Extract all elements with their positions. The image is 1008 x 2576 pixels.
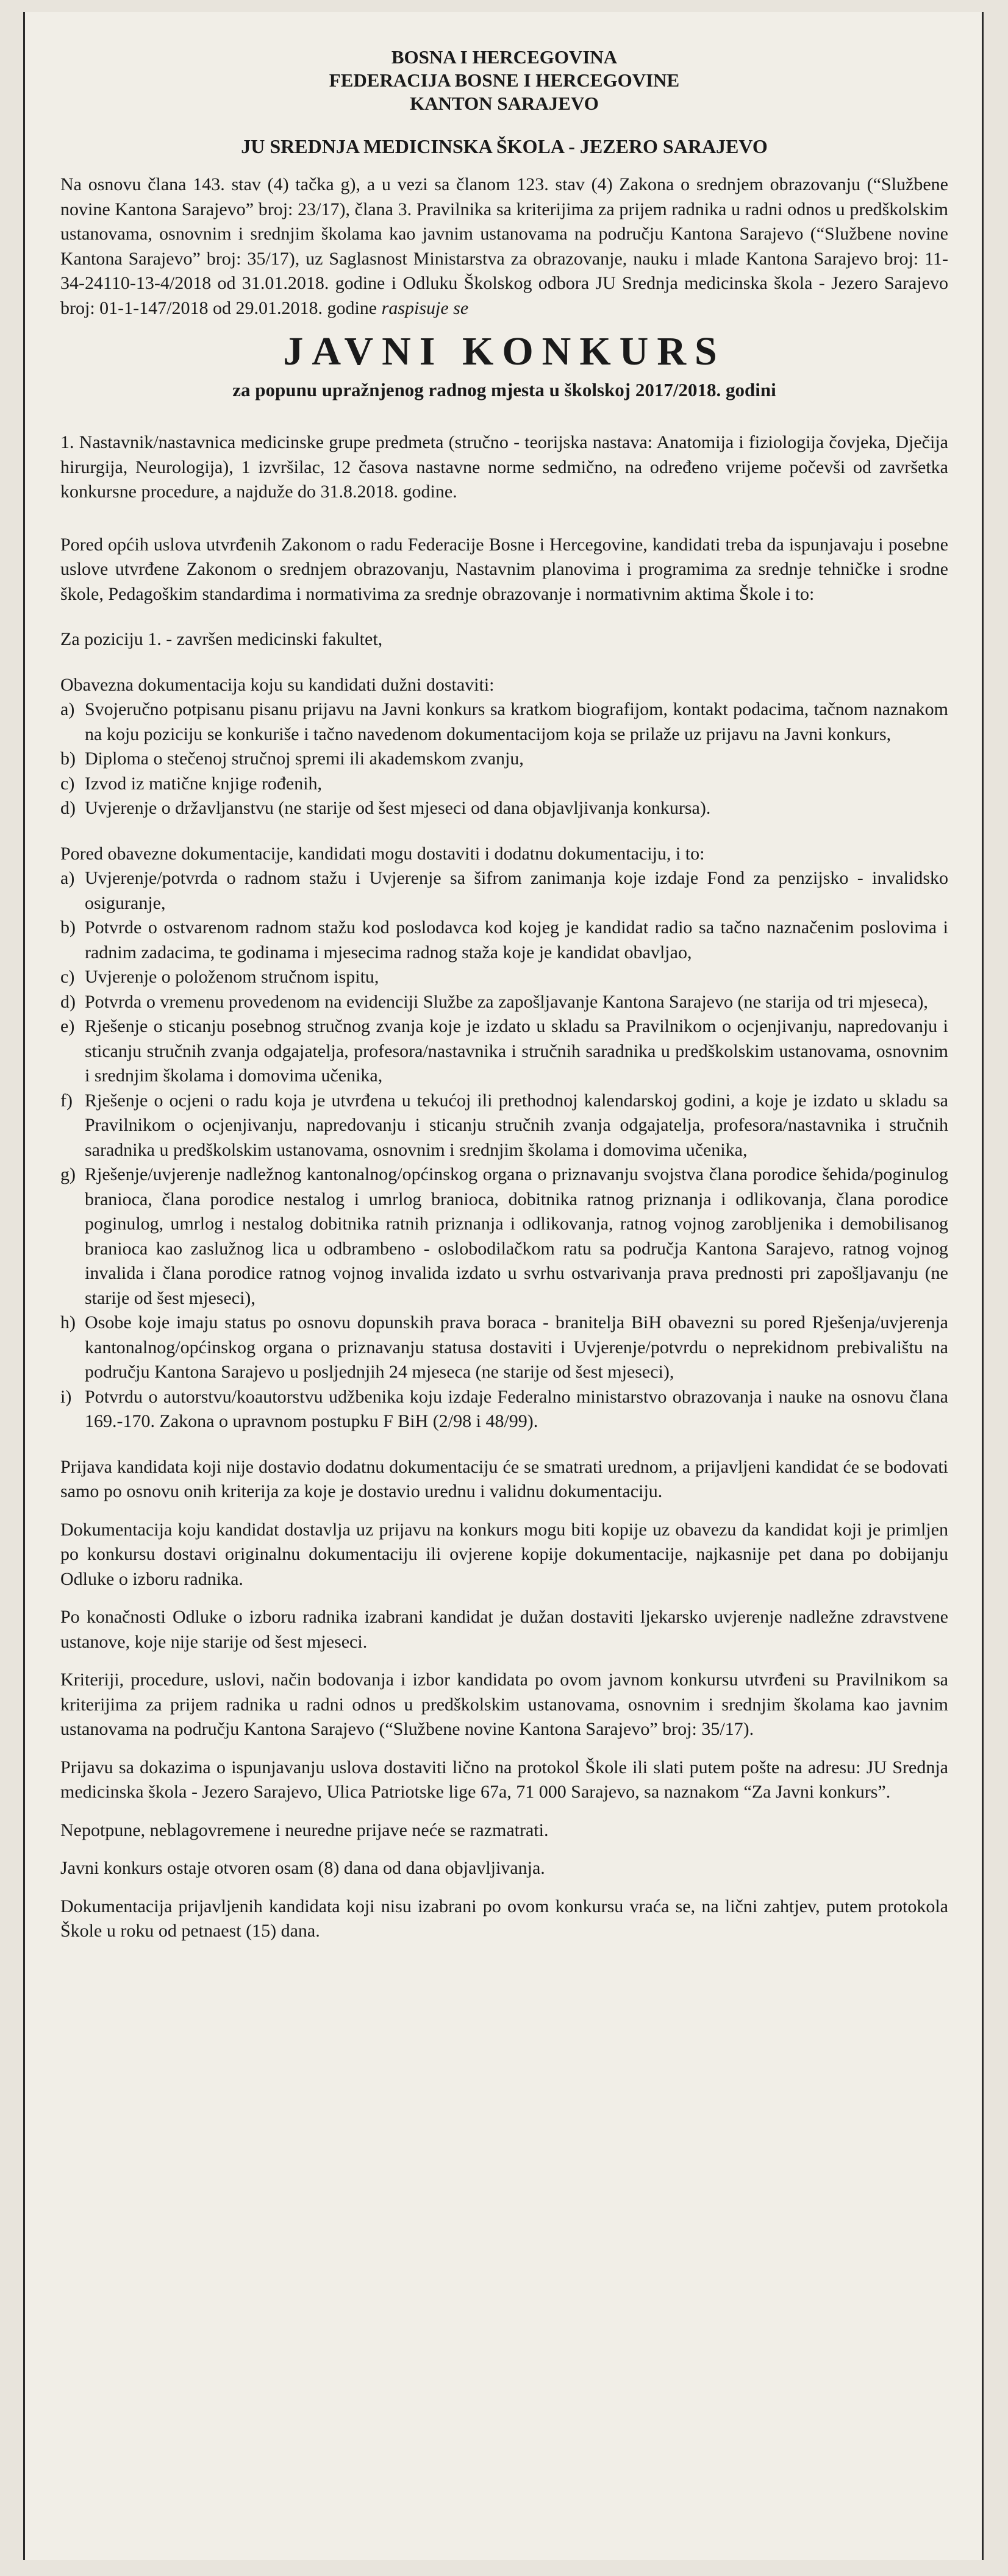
- list-item-text: Diploma o stečenoj stručnoj spremi ili akademskom zvanju,: [85, 749, 524, 769]
- list-item: [60, 697, 948, 747]
- paragraph-criteria: Kriteriji, procedure, uslovi, način bodovanja i izbor kandidata po ovom javnom konkursu utvrđeni su Pravilnikom sa kriterijima za prijem radnika u radni odnos u predškolskim ustanovama, osnovnim i srednjim školama kao javnim ustanovama na području Kantona Sarajevo (“Službene novine Kantona Sarajevo” broj: 35/17).: [60, 1670, 948, 1739]
- intro-text: Na osnovu člana 143. stav (4) tačka g), a u vezi sa članom 123. stav (4) Zakona o srednjem obrazovanju (“Službene novine Kantona Sarajevo” broj: 23/17), člana 3. Pravilnika sa kriterijima za prijem radnika u radni odnos u predškolskim ustanovama, osnovnim i srednjim školama kao javnim ustanovama na području Kantona Sarajevo (“Službene novine Kantona Sarajevo” broj: 35/17), uz Saglasnost Ministarstva za obrazovanje, nauku i mlade Kantona Sarajevo broj: 11-34-24110-13-4/2018 od 31.01.2018. godine i Odluku Školskog odbora JU Srednja medicinska škola - Jezero Sarajevo broj: 01-1-147/2018 od 29.01.2018. godine: [60, 174, 948, 318]
- list-item: [60, 772, 948, 797]
- list-item: [60, 866, 948, 916]
- list-item: [60, 1385, 948, 1434]
- list-item: [60, 747, 948, 772]
- list-item-text: Rješenje o sticanju posebnog stručnog zvanja koje je izdato u skladu sa Pravilnikom o ocjenjivanju, napredovanju i sticanju stručnih zvanja odgajatelja, profesora/nastavnika i stručnih saradnika u predškolskim ustanovama, osnovnim i srednjim školama i domovima učenika,: [85, 1016, 948, 1086]
- document-title: JAVNI KONKURS: [283, 329, 726, 374]
- list-item-marker: a): [60, 699, 75, 719]
- list-item-marker: b): [60, 749, 76, 769]
- intro-italic: raspisuje se: [381, 297, 469, 318]
- paragraph-incomplete: Nepotpune, neblagovremene i neuredne prijave neće se razmatrati.: [60, 1820, 549, 1840]
- list-item-text: Uvjerenje o državljanstvu (ne starije od šest mjeseci od dana objavljivanja konkursa).: [85, 798, 711, 818]
- additional-list: [60, 866, 948, 1434]
- list-item-text: Uvjerenje o položenom stručnom ispitu,: [85, 967, 379, 987]
- paragraph-copies: Dokumentacija koju kandidat dostavlja uz prijavu na konkurs mogu biti kopije uz obavezu da kandidat koji je primljen po konkursu dostavi originalnu dokumentaciju ili ovjerene kopije dokumentacije, najkasnije pet dana po dobijanju Odluke o izboru radnika.: [60, 1519, 948, 1589]
- list-item-text: Uvjerenje/potvrda o radnom stažu i Uvjerenje sa šifrom zanimanja koje izdaje Fond za penzijsko - invalidsko osiguranje,: [85, 868, 948, 913]
- list-item-marker: c): [60, 773, 75, 794]
- document-header: [60, 46, 948, 158]
- newspaper-clipping: [23, 12, 984, 2560]
- list-item: [60, 916, 948, 965]
- list-item-marker: a): [60, 868, 75, 888]
- list-item: [60, 965, 948, 990]
- header-canton: KANTON SARAJEVO: [410, 93, 599, 114]
- list-item-marker: c): [60, 967, 75, 987]
- header-federation: FEDERACIJA BOSNE I HERCEGOVINE: [329, 69, 680, 91]
- list-item-marker: b): [60, 917, 76, 938]
- list-item-marker: f): [60, 1090, 73, 1111]
- list-item-marker: i): [60, 1386, 72, 1407]
- document-subtitle: za popunu upražnjenog radnog mjesta u školskoj 2017/2018. godini: [232, 379, 776, 400]
- header-school: JU SREDNJA MEDICINSKA ŠKOLA - JEZERO SARAJEVO: [241, 135, 768, 157]
- list-item-marker: g): [60, 1164, 76, 1184]
- list-item-text: Svojeručno potpisanu pisanu prijavu na Javni konkurs sa kratkom biografijom, kontakt podacima, tačnom naznakom na koju poziciju se konkuriše i tačno navedenom dokumentacijom koja se prilaže uz prijavu na Javni konkurs,: [85, 699, 948, 744]
- paragraph-return: Dokumentacija prijavljenih kandidata koji nisu izabrani po ovom konkursu vraća se, na lični zahtjev, putem protokola Škole u roku od petnaest (15) dana.: [60, 1896, 948, 1941]
- paragraph-duration: Javni konkurs ostaje otvoren osam (8) dana od dana objavljivanja.: [60, 1858, 545, 1878]
- mandatory-docs-section: [60, 673, 948, 821]
- list-item-text: Potvrdu o autorstvu/koautorstvu udžbenika koju izdaje Federalno ministarstvo obrazovanja i nauke na osnovu člana 169.-170. Zakona o upravnom postupku F BiH (2/98 i 48/99).: [85, 1386, 948, 1431]
- list-item-text: Potvrda o vremenu provedenom na evidenciji Službe za zapošljavanje Kantona Sarajevo (ne starija od tri mjeseca),: [85, 991, 928, 1012]
- list-item-text: Rješenje/uvjerenje nadležnog kantonalnog/općinskog organa o priznavanju svojstva člana porodice šehida/poginulog branioca, člana porodice nestalog i umrlog branioca, dobitnika ratnog priznanja i odlikovanja, člana porodice poginulog, umrlog i nestalog dobitnika ratnih priznanja i odlikovanja, ratnog vojnog zarobljenika i demobilisanog branioca kao zaslužnog lica u odbrambeno - oslobodilačkom ratu sa područja Kantona Sarajevo, ratnog vojnog invalida i člana porodice ratnog vojnog invalida izdato u svrhu ostvarivanja prava prednosti pri zapošljavanju (ne starije od šest mjeseci),: [85, 1164, 948, 1308]
- paragraph-optional-docs: Prijava kandidata koji nije dostavio dodatnu dokumentaciju će se smatrati urednom, a prijavljeni kandidat će se bodovati samo po osnovu onih kriterija za koje je dostavio urednu i validnu dokumentaciju.: [60, 1456, 948, 1501]
- list-item: [60, 1089, 948, 1163]
- list-item-marker: e): [60, 1016, 75, 1036]
- list-item: [60, 1162, 948, 1311]
- intro-paragraph: [60, 173, 948, 321]
- list-item-marker: d): [60, 798, 76, 818]
- additional-heading: Pored obavezne dokumentacije, kandidati mogu dostaviti i dodatnu dokumentaciju, i to:: [60, 843, 705, 864]
- position-paragraph: 1. Nastavnik/nastavnica medicinske grupe predmeta (stručno - teorijska nastava: Anatomija i fiziologija čovjeka, Dječija hirurgija, Neurologija), 1 izvršilac, 12 časova nastavne norme sedmično, na određeno vrijeme počevši od završetka konkursne procedure, a najduže do 31.8.2018. godine.: [60, 432, 948, 502]
- mandatory-heading: Obavezna dokumentacija koju su kandidati dužni dostaviti:: [60, 674, 495, 695]
- conditions-paragraph: Pored općih uslova utvrđenih Zakonom o radu Federacije Bosne i Hercegovine, kandidati treba da ispunjavaju i posebne uslove utvrđene Zakonom o srednjem obrazovanju, Nastavnim planovima i programima za srednje tehničke i srodne škole, Pedagoškim standardima i normativima za srednje obrazovanje i normativnim aktima Škole i to:: [60, 534, 948, 604]
- header-country: BOSNA I HERCEGOVINA: [391, 46, 618, 68]
- list-item-text: Izvod iz matične knjige rođenih,: [85, 773, 323, 794]
- list-item-marker: h): [60, 1312, 76, 1332]
- paragraph-medical: Po konačnosti Odluke o izboru radnika izabrani kandidat je dužan dostaviti ljekarsko uvjerenje nadležne zdravstvene ustanove, koje nije starije od šest mjeseci.: [60, 1607, 948, 1652]
- list-item: [60, 1311, 948, 1385]
- list-item-marker: d): [60, 991, 76, 1012]
- announcement: [60, 46, 948, 1944]
- position-requirement: Za poziciju 1. - završen medicinski fakultet,: [60, 629, 383, 649]
- list-item-text: Osobe koje imaju status po osnovu dopunskih prava boraca - branitelja BiH obavezni su pored Rješenja/uvjerenja kantonalnog/općinskog organa o priznavanju statusa dostaviti i Uvjerenje/potvrdu o neprekidnom prebivalištu na području Kantona Sarajevo u posljednjih 24 mjeseca (ne starije od šest mjeseci),: [85, 1312, 948, 1382]
- list-item-text: Rješenje o ocjeni o radu koja je utvrđena u tekućoj ili prethodnoj kalendarskoj godini, a koje je izdato u skladu sa Pravilnikom o ocjenjivanju, napredovanju i sticanju stručnih zvanja odgajatelja, profesora/nastavnika i stručnih saradnika u predškolskim ustanovama, osnovnim i srednjim školama i domovima učenika,: [85, 1090, 948, 1160]
- mandatory-list: [60, 697, 948, 821]
- additional-docs-section: [60, 842, 948, 1434]
- paragraph-submission: Prijavu sa dokazima o ispunjavanju uslova dostaviti lično na protokol Škole ili slati putem pošte na adresu: JU Srednja medicinska škola - Jezero Sarajevo, Ulica Patriotske lige 67a, 71 000 Sarajevo, sa naznakom “Za Javni konkurs”.: [60, 1757, 948, 1802]
- list-item: [60, 1014, 948, 1089]
- list-item-text: Potvrde o ostvarenom radnom stažu kod poslodavca kod kojeg je kandidat radio sa tačno naznačenim poslovima i radnim zadacima, te godinama i mjesecima radnog staža koje je kandidat obavljao,: [85, 917, 948, 962]
- list-item: [60, 796, 948, 821]
- list-item: [60, 990, 948, 1015]
